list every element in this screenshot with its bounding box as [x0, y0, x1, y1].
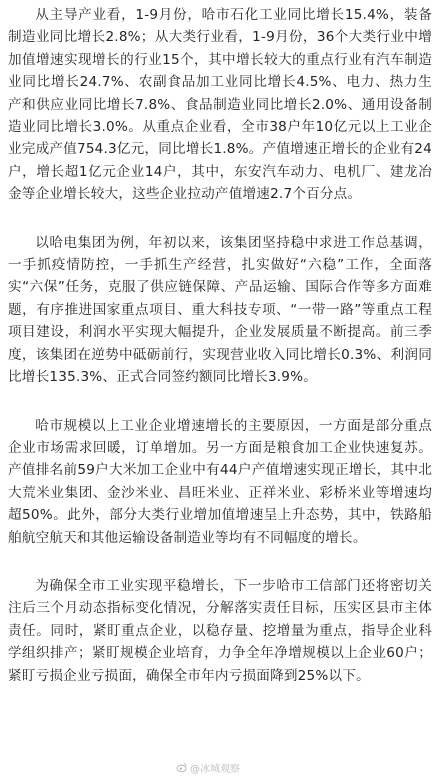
article-paragraph: 哈市规模以上工业企业增速增长的主要原因，一方面是部分重点企业市场需求回暖，订单增加。另一方面是粮食加工企业快速复苏。产值排名前59户大米加工企业中有44户产值增速实现正增长，其中北大荒米业集团、金沙米业、昌旺米业、正祥米业、彩桥米业等增速均超50%。此外，部分大类行业增加值增速呈上升态势，其中，铁路船舶航空航天和其他运输设备制造业等均有不同幅度的增长。 [8, 417, 432, 546]
article-paragraph: 为确保全市工业实现平稳增长，下一步哈市工信部门还将密切关注后三个月动态指标变化情况，分解落实责任目标，压实区县市主体责任。同时，紧盯重点企业，以稳存量、挖增量为重点，指导企业科学组织排产；紧盯规模企业培育，力争全年净增规模以上企业60户；紧盯亏损企业亏损面，确保全市年内亏损面降到25%以下。 [8, 577, 432, 684]
watermark-text: @冰城观察 [190, 764, 240, 775]
article-body [8, 4, 432, 687]
weibo-icon [176, 762, 187, 773]
article-paragraph: 以哈电集团为例，年初以来，该集团坚持稳中求进工作总基调，一手抓疫情防控，一手抓生产经营，扎实做好“六稳”工作，全面落实“六保”任务，克服了供应链保障、产品运输、国际合作等多方面难题，有序推进国家重点项目、重大科技专项、“一带一路”等重点工程项目建设，利润水平实现大幅提升，企业发展质量不断提高。前三季度，该集团在逆势中砥砺前行，实现营业收入同比增长0.3%、利润同比增长135.3%、正式合同签约额同比增长3.9%。 [8, 234, 432, 386]
article-paragraph: 从主导产业看，1-9月份，哈市石化工业同比增长15.4%，装备制造业同比增长2.8%；从大类行业看，1-9月份，36个大类行业中增加值增速实现增长的行业15个，其中增长较大的重点行业有汽车制造业同比增长24.7%、农副食品加工业同比增长4.5%、电力、热力生产和供应业同比增长7.8%、食品制造业同比增长2.0%、通用设备制造业同比增长3.0%。从重点企业看，全市38户年10亿元以上工业企业完成产值754.3亿元，同比增长1.8%。产值增速正增长的企业有24户，增长超1亿元企业14户，其中，东安汽车动力、电机厂、建龙冶金等企业增长较大，这些企业拉动产值增速2.7个百分点。 [8, 7, 432, 203]
watermark [176, 760, 240, 775]
